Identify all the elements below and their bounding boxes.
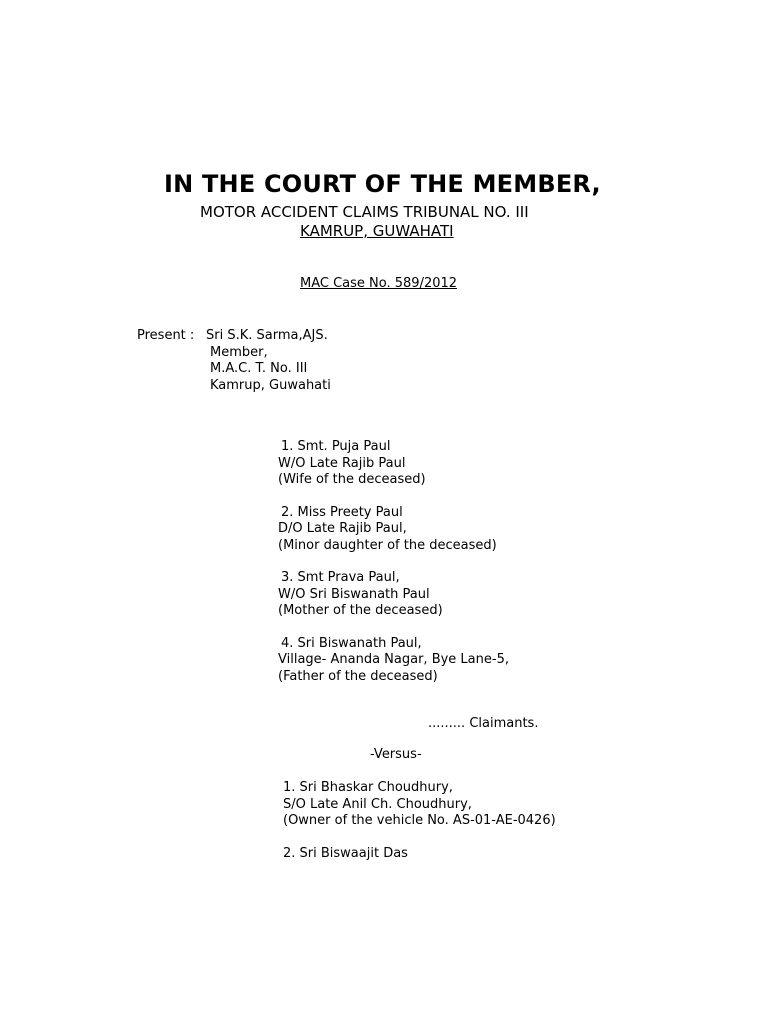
claimant-description: (Wife of the deceased) [278, 472, 426, 487]
claimant-entry [278, 636, 509, 686]
claimant-name: 4. Sri Biswanath Paul, [281, 635, 422, 651]
respondent-description: (Owner of the vehicle No. AS-01-AE-0426) [283, 813, 556, 828]
respondents-list [283, 780, 556, 878]
claimant-address: Village- Ananda Nagar, Bye Lane-5, [278, 652, 509, 667]
claimant-description: (Father of the deceased) [278, 668, 438, 684]
case-number: MAC Case No. 589/2012 [300, 276, 458, 291]
respondent-entry [283, 846, 556, 863]
claimants-label: ......... Claimants. [428, 716, 539, 731]
claimant-relation: W/O Late Rajib Paul [278, 455, 406, 471]
presiding-officer-block [206, 328, 331, 394]
presiding-officer-location: Kamrup, Guwahati [210, 377, 331, 393]
respondent-entry [283, 780, 556, 830]
claimant-entry [278, 570, 509, 620]
respondent-name: 1. Sri Bhaskar Choudhury, [283, 780, 453, 795]
claimants-list [278, 439, 509, 701]
claimant-name: 3. Smt Prava Paul, [281, 570, 400, 585]
claimant-name: 2. Miss Preety Paul [281, 504, 403, 520]
presiding-officer-name: Sri S.K. Sarma,AJS. [206, 328, 328, 343]
presiding-officer-role: Member, [210, 344, 268, 360]
respondent-name: 2. Sri Biswaajit Das [283, 845, 408, 861]
claimant-relation: W/O Sri Biswanath Paul [278, 586, 430, 602]
court-title: IN THE COURT OF THE MEMBER, [164, 170, 601, 198]
presiding-officer-tribunal: M.A.C. T. No. III [210, 361, 308, 376]
claimant-entry [278, 505, 509, 555]
claimant-entry [278, 439, 509, 489]
claimant-description: (Minor daughter of the deceased) [278, 537, 497, 553]
versus-label: -Versus- [370, 747, 422, 762]
claimant-description: (Mother of the deceased) [278, 603, 443, 618]
claimant-relation: D/O Late Rajib Paul, [278, 521, 407, 536]
respondent-relation: S/O Late Anil Ch. Choudhury, [283, 796, 472, 812]
tribunal-location: KAMRUP, GUWAHATI [300, 222, 454, 240]
present-label: Present : [137, 328, 195, 343]
claimant-name: 1. Smt. Puja Paul [281, 439, 391, 454]
tribunal-name: MOTOR ACCIDENT CLAIMS TRIBUNAL NO. III [200, 203, 529, 221]
